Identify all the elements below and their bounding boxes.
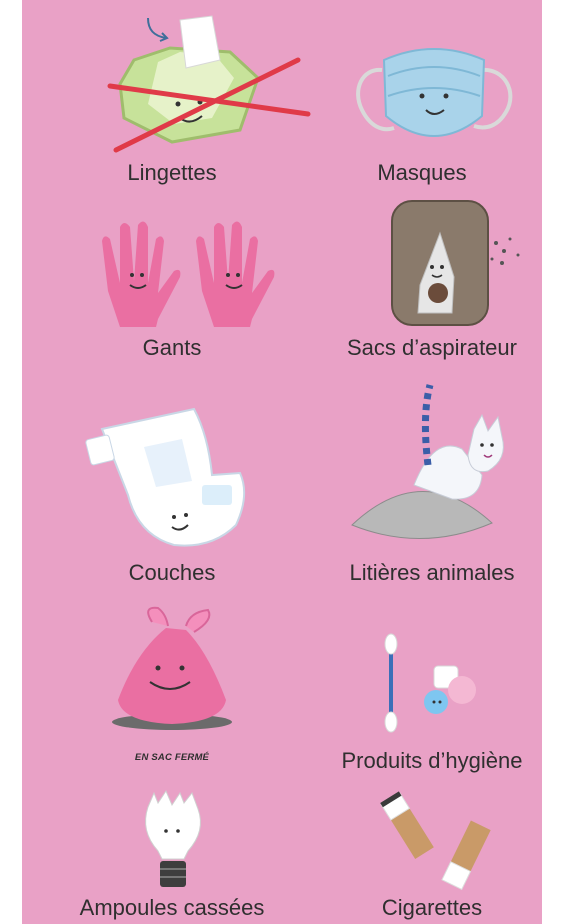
label-vacuum-bags: Sacs d’aspirateur xyxy=(347,335,517,360)
label-cat-litter: Litières animales xyxy=(349,560,515,585)
item-cigarettes xyxy=(322,785,542,924)
label-broken-bulbs: Ampoules cassées xyxy=(79,895,265,920)
label-closed-bag: EN SAC FERMÉ xyxy=(134,752,210,763)
item-closed-bag xyxy=(62,600,282,780)
label-masks: Masques xyxy=(377,160,467,185)
item-hygiene-products xyxy=(322,630,542,780)
item-cat-litter xyxy=(322,375,542,590)
waste-panel xyxy=(22,0,542,924)
item-masks xyxy=(322,0,522,195)
item-gloves xyxy=(62,205,282,370)
label-hygiene-products: Produits d’hygiène xyxy=(341,748,523,773)
item-broken-bulbs xyxy=(62,785,282,924)
cat-litter-icon xyxy=(322,375,542,590)
label-gloves: Gants xyxy=(142,335,202,360)
item-vacuum-bags xyxy=(322,195,542,370)
item-diapers xyxy=(62,395,282,590)
item-wipes xyxy=(62,0,282,195)
label-wipes: Lingettes xyxy=(127,160,217,185)
label-cigarettes: Cigarettes xyxy=(381,895,483,920)
label-diapers: Couches xyxy=(128,560,216,585)
